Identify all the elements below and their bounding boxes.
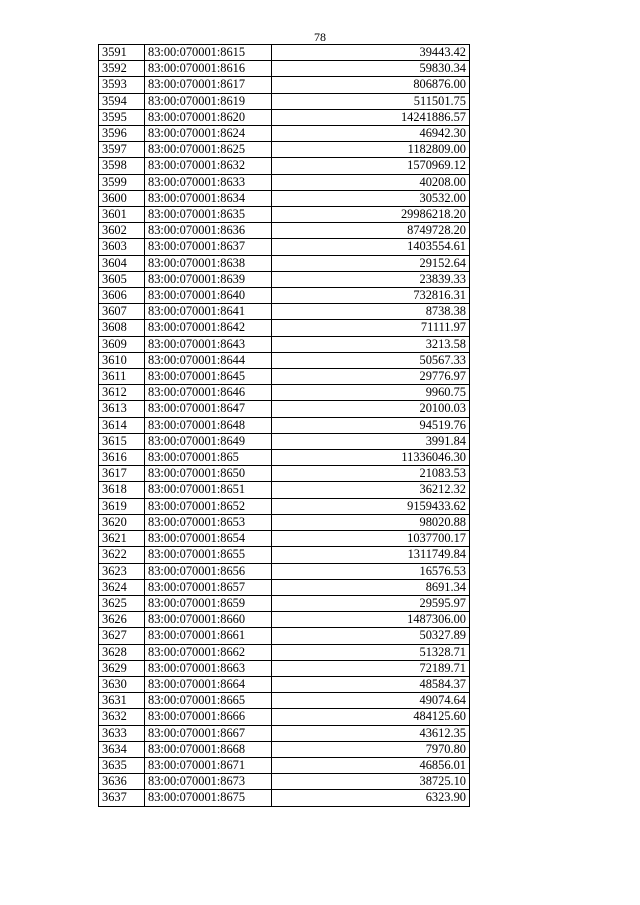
- cadastral-number: 83:00:070001:8651: [145, 482, 272, 498]
- value-cell: 9159433.62: [272, 498, 470, 514]
- value-cell: 50327.89: [272, 628, 470, 644]
- value-cell: 50567.33: [272, 352, 470, 368]
- table-row: [99, 563, 470, 579]
- value-cell: 94519.76: [272, 417, 470, 433]
- value-cell: 1311749.84: [272, 547, 470, 563]
- value-cell: 14241886.57: [272, 109, 470, 125]
- cadastral-number: 83:00:070001:8653: [145, 514, 272, 530]
- value-cell: 46856.01: [272, 757, 470, 773]
- value-cell: 29595.97: [272, 595, 470, 611]
- value-cell: 48584.37: [272, 676, 470, 692]
- row-number: 3596: [99, 126, 145, 142]
- table-row: [99, 271, 470, 287]
- cadastral-number: 83:00:070001:8655: [145, 547, 272, 563]
- value-cell: 29152.64: [272, 255, 470, 271]
- cadastral-number: 83:00:070001:8656: [145, 563, 272, 579]
- row-number: 3607: [99, 304, 145, 320]
- page-number: 78: [314, 30, 326, 44]
- value-cell: 806876.00: [272, 77, 470, 93]
- row-number: 3613: [99, 401, 145, 417]
- table-row: [99, 385, 470, 401]
- value-cell: 11336046.30: [272, 450, 470, 466]
- row-number: 3593: [99, 77, 145, 93]
- table-row: [99, 190, 470, 206]
- cadastral-number: 83:00:070001:8634: [145, 190, 272, 206]
- cadastral-number: 83:00:070001:8633: [145, 174, 272, 190]
- row-number: 3598: [99, 158, 145, 174]
- table-row: [99, 45, 470, 61]
- row-number: 3618: [99, 482, 145, 498]
- cadastral-number: 83:00:070001:8645: [145, 369, 272, 385]
- row-number: 3624: [99, 579, 145, 595]
- cadastral-number: 83:00:070001:8661: [145, 628, 272, 644]
- row-number: 3627: [99, 628, 145, 644]
- value-cell: 43612.35: [272, 725, 470, 741]
- cadastral-number: 83:00:070001:8616: [145, 61, 272, 77]
- row-number: 3603: [99, 239, 145, 255]
- cadastral-number: 83:00:070001:8620: [145, 109, 272, 125]
- row-number: 3628: [99, 644, 145, 660]
- value-cell: 36212.32: [272, 482, 470, 498]
- table-row: [99, 207, 470, 223]
- cadastral-number: 83:00:070001:8648: [145, 417, 272, 433]
- row-number: 3610: [99, 352, 145, 368]
- cadastral-number: 83:00:070001:8666: [145, 709, 272, 725]
- value-cell: 29986218.20: [272, 207, 470, 223]
- row-number: 3604: [99, 255, 145, 271]
- value-cell: 46942.30: [272, 126, 470, 142]
- value-cell: 40208.00: [272, 174, 470, 190]
- row-number: 3629: [99, 660, 145, 676]
- cadastral-number: 83:00:070001:8641: [145, 304, 272, 320]
- cadastral-number: 83:00:070001:8638: [145, 255, 272, 271]
- value-cell: 38725.10: [272, 774, 470, 790]
- value-cell: 1403554.61: [272, 239, 470, 255]
- cadastral-number: 83:00:070001:8646: [145, 385, 272, 401]
- row-number: 3625: [99, 595, 145, 611]
- cadastral-number: 83:00:070001:8643: [145, 336, 272, 352]
- table-row: [99, 498, 470, 514]
- row-number: 3605: [99, 271, 145, 287]
- table-row: [99, 320, 470, 336]
- table-row: [99, 466, 470, 482]
- table-row: [99, 547, 470, 563]
- value-cell: 3991.84: [272, 433, 470, 449]
- cadastral-number: 83:00:070001:8625: [145, 142, 272, 158]
- row-number: 3630: [99, 676, 145, 692]
- table-row: [99, 126, 470, 142]
- value-cell: 7970.80: [272, 741, 470, 757]
- cadastral-number: 83:00:070001:8632: [145, 158, 272, 174]
- row-number: 3619: [99, 498, 145, 514]
- table-row: [99, 336, 470, 352]
- row-number: 3635: [99, 757, 145, 773]
- table-row: [99, 288, 470, 304]
- table-row: [99, 61, 470, 77]
- cadastral-number: 83:00:070001:8673: [145, 774, 272, 790]
- row-number: 3637: [99, 790, 145, 806]
- table-row: [99, 304, 470, 320]
- cadastral-number: 83:00:070001:8615: [145, 45, 272, 61]
- row-number: 3612: [99, 385, 145, 401]
- table-row: [99, 417, 470, 433]
- row-number: 3634: [99, 741, 145, 757]
- cadastral-number: 83:00:070001:8640: [145, 288, 272, 304]
- value-cell: 29776.97: [272, 369, 470, 385]
- table-row: [99, 595, 470, 611]
- cadastral-number: 83:00:070001:8639: [145, 271, 272, 287]
- table-row: [99, 142, 470, 158]
- table-row: [99, 77, 470, 93]
- table-row: [99, 352, 470, 368]
- cadastral-number: 83:00:070001:8675: [145, 790, 272, 806]
- row-number: 3599: [99, 174, 145, 190]
- cadastral-number: 83:00:070001:8667: [145, 725, 272, 741]
- value-cell: 39443.42: [272, 45, 470, 61]
- cadastral-number: 83:00:070001:8662: [145, 644, 272, 660]
- value-cell: 21083.53: [272, 466, 470, 482]
- cadastral-number: 83:00:070001:8644: [145, 352, 272, 368]
- row-number: 3631: [99, 693, 145, 709]
- table-row: [99, 628, 470, 644]
- cadastral-number: 83:00:070001:8654: [145, 531, 272, 547]
- row-number: 3636: [99, 774, 145, 790]
- row-number: 3611: [99, 369, 145, 385]
- value-cell: 732816.31: [272, 288, 470, 304]
- table-row: [99, 693, 470, 709]
- value-cell: 20100.03: [272, 401, 470, 417]
- cadastral-number: 83:00:070001:8642: [145, 320, 272, 336]
- table-row: [99, 579, 470, 595]
- row-number: 3626: [99, 612, 145, 628]
- row-number: 3609: [99, 336, 145, 352]
- table-row: [99, 255, 470, 271]
- value-cell: 511501.75: [272, 93, 470, 109]
- row-number: 3621: [99, 531, 145, 547]
- table-row: [99, 109, 470, 125]
- value-cell: 8738.38: [272, 304, 470, 320]
- cadastral-number: 83:00:070001:8636: [145, 223, 272, 239]
- cadastral-number: 83:00:070001:8657: [145, 579, 272, 595]
- row-number: 3615: [99, 433, 145, 449]
- value-cell: 3213.58: [272, 336, 470, 352]
- value-cell: 30532.00: [272, 190, 470, 206]
- row-number: 3592: [99, 61, 145, 77]
- cadastral-number: 83:00:070001:8649: [145, 433, 272, 449]
- row-number: 3620: [99, 514, 145, 530]
- cadastral-number: 83:00:070001:8660: [145, 612, 272, 628]
- value-cell: 6323.90: [272, 790, 470, 806]
- table-row: [99, 531, 470, 547]
- row-number: 3591: [99, 45, 145, 61]
- cadastral-number: 83:00:070001:8647: [145, 401, 272, 417]
- table-row: [99, 433, 470, 449]
- value-cell: 1182809.00: [272, 142, 470, 158]
- table-row: [99, 450, 470, 466]
- value-cell: 71111.97: [272, 320, 470, 336]
- cadastral-number: 83:00:070001:8624: [145, 126, 272, 142]
- table-row: [99, 676, 470, 692]
- value-cell: 9960.75: [272, 385, 470, 401]
- cadastral-number: 83:00:070001:8637: [145, 239, 272, 255]
- value-cell: 8749728.20: [272, 223, 470, 239]
- table-row: [99, 514, 470, 530]
- value-cell: 51328.71: [272, 644, 470, 660]
- table-row: [99, 401, 470, 417]
- cadastral-number: 83:00:070001:8650: [145, 466, 272, 482]
- value-cell: 59830.34: [272, 61, 470, 77]
- table-row: [99, 725, 470, 741]
- cadastral-number: 83:00:070001:865: [145, 450, 272, 466]
- table-row: [99, 482, 470, 498]
- cadastral-number: 83:00:070001:8671: [145, 757, 272, 773]
- row-number: 3622: [99, 547, 145, 563]
- table-row: [99, 174, 470, 190]
- cadastral-number: 83:00:070001:8664: [145, 676, 272, 692]
- cadastral-number: 83:00:070001:8668: [145, 741, 272, 757]
- table-row: [99, 223, 470, 239]
- row-number: 3600: [99, 190, 145, 206]
- table-row: [99, 709, 470, 725]
- table-row: [99, 757, 470, 773]
- value-cell: 72189.71: [272, 660, 470, 676]
- table-row: [99, 741, 470, 757]
- data-table: [98, 44, 470, 807]
- row-number: 3616: [99, 450, 145, 466]
- table-row: [99, 239, 470, 255]
- table-row: [99, 93, 470, 109]
- row-number: 3594: [99, 93, 145, 109]
- value-cell: 1037700.17: [272, 531, 470, 547]
- table-row: [99, 790, 470, 806]
- cadastral-number: 83:00:070001:8635: [145, 207, 272, 223]
- row-number: 3597: [99, 142, 145, 158]
- value-cell: 49074.64: [272, 693, 470, 709]
- cadastral-number: 83:00:070001:8652: [145, 498, 272, 514]
- value-cell: 98020.88: [272, 514, 470, 530]
- value-cell: 23839.33: [272, 271, 470, 287]
- value-cell: 484125.60: [272, 709, 470, 725]
- row-number: 3633: [99, 725, 145, 741]
- cadastral-number: 83:00:070001:8617: [145, 77, 272, 93]
- table-body: [99, 45, 470, 807]
- row-number: 3632: [99, 709, 145, 725]
- row-number: 3606: [99, 288, 145, 304]
- table-row: [99, 158, 470, 174]
- row-number: 3602: [99, 223, 145, 239]
- row-number: 3595: [99, 109, 145, 125]
- cadastral-number: 83:00:070001:8665: [145, 693, 272, 709]
- row-number: 3623: [99, 563, 145, 579]
- cadastral-number: 83:00:070001:8619: [145, 93, 272, 109]
- row-number: 3614: [99, 417, 145, 433]
- row-number: 3617: [99, 466, 145, 482]
- table-row: [99, 774, 470, 790]
- table-row: [99, 660, 470, 676]
- value-cell: 1570969.12: [272, 158, 470, 174]
- table-row: [99, 369, 470, 385]
- table-row: [99, 644, 470, 660]
- table-row: [99, 612, 470, 628]
- cadastral-number: 83:00:070001:8663: [145, 660, 272, 676]
- cadastral-number: 83:00:070001:8659: [145, 595, 272, 611]
- row-number: 3601: [99, 207, 145, 223]
- value-cell: 16576.53: [272, 563, 470, 579]
- value-cell: 8691.34: [272, 579, 470, 595]
- row-number: 3608: [99, 320, 145, 336]
- value-cell: 1487306.00: [272, 612, 470, 628]
